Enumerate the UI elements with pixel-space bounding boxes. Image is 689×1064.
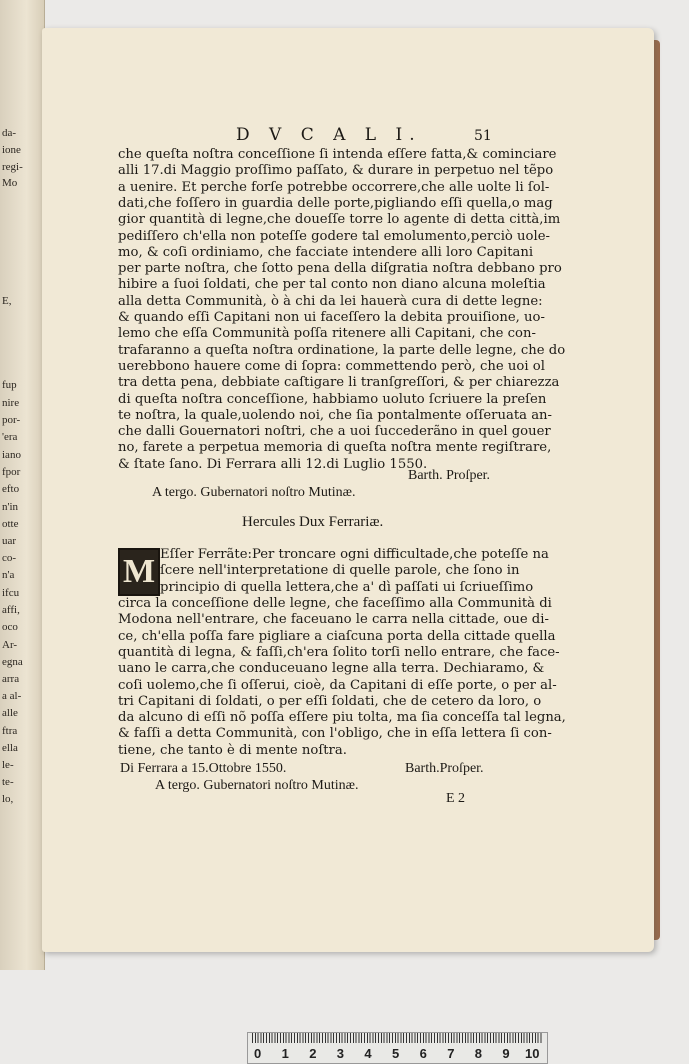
left-page-fragment: ifcu	[2, 587, 20, 599]
text-line: lemo che eſſa Communità poſſa ritenere alli Capitani, che con-	[118, 326, 536, 342]
ruler-number: 3	[336, 1046, 345, 1061]
ruler-number: 9	[502, 1046, 510, 1061]
text-line: mo, & coſi ordiniamo, che facciate intendere alli loro Capitani	[118, 244, 534, 260]
text-line: hibire a ſuoi ſoldati, che per tal conto non diano alcuna moleſtia	[118, 277, 546, 293]
ruler-number: 10	[525, 1046, 540, 1061]
text-line: & quando eſſi Capitani non ui faceſſero la debita prouiſione, uo-	[118, 310, 545, 325]
text-line: tiene, che tanto è di mente noſtra.	[118, 742, 347, 758]
a-tergo-first: A tergo. Gubernatori noſtro Mutinæ.	[152, 485, 356, 500]
left-page-fragment: co-	[2, 552, 17, 564]
ruler-number: 0	[254, 1046, 262, 1061]
text-line: che dalli Gouernatori noſtri, che a uoi ſuccederãno in quel gouer	[118, 424, 551, 440]
signature-mark: E 2	[446, 791, 466, 806]
text-line: ce, ch'ella poſſa fare pigliare a ciaſcuna porta della cittade quella	[118, 628, 556, 644]
text-line: principio di quella lettera,che a' dì paſſati ui ſcriueſſimo	[160, 579, 534, 595]
left-page-fragment: iano	[2, 449, 21, 461]
left-page-fragment: alle	[2, 707, 18, 719]
ruler-number: 8	[474, 1046, 483, 1061]
left-page-fragment: otte	[2, 518, 19, 530]
left-page-fragment: fup	[2, 379, 17, 391]
page-number: 51	[474, 128, 492, 144]
text-line: trafaranno a queſta noſtra ordinatione, la parte delle legne, che do	[118, 342, 566, 358]
left-page-fragment: lo,	[2, 793, 14, 805]
left-page-fragment: Mo	[2, 177, 18, 189]
left-page-fragment: da-	[2, 127, 17, 139]
text-line: a uenire. Et perche forſe potrebbe occorrere,che alle uolte li ſol-	[118, 179, 550, 195]
decorated-drop-cap: M	[118, 548, 160, 596]
text-line: di queſta noſtra conceſſione, habbiamo uoluto ſcriuere la preſen	[118, 391, 547, 407]
left-page-fragment: Ar-	[2, 639, 18, 651]
date-second-letter: Di Ferrara a 15.Ottobre 1550.	[120, 761, 287, 776]
left-page-fragment: regi-	[2, 161, 23, 173]
ruler-number: 7	[447, 1046, 455, 1061]
second-letter-heading: Hercules Dux Ferrariæ.	[242, 514, 384, 530]
left-page-fragment: le-	[2, 759, 14, 771]
left-page-fragment: E,	[2, 295, 12, 307]
text-line: te noſtra, la quale,uolendo noi, che ſia pontalmente oſſeruata an-	[118, 407, 553, 423]
text-line: uerebbono hauere come di ſopra: commettendo però, che uoi ol	[118, 358, 545, 374]
text-line: alli 17.di Maggio proſſimo paſſato, & durare in perpetuo nel tẽpo	[118, 163, 554, 179]
a-tergo-second: A tergo. Gubernatori noſtro Mutinæ.	[155, 778, 359, 793]
left-page-fragment: efto	[2, 483, 20, 495]
left-page-fragment: por-	[2, 414, 21, 426]
text-line: & faſſi a detta Communità, con l'obligo, che in eſſa lettera ſi con-	[118, 726, 552, 742]
left-page-fragment: uar	[2, 535, 17, 547]
text-line: circa la conceſſione delle legne, che faceſſimo alla Communità di	[118, 596, 552, 611]
left-page-fragment: n'in	[2, 501, 19, 513]
left-page-fragment: n'a	[2, 569, 15, 581]
left-page-edge	[0, 0, 45, 970]
text-line: no, farete a perpetua memoria di queſta noſtra mente regiſtrare,	[118, 440, 552, 456]
text-line: da alcuno di eſſi nõ poſſa eſſere piu tolta, ma ſia conceſſa tal legna,	[118, 710, 566, 726]
signature-first: Barth. Proſper.	[408, 468, 491, 483]
text-line: pediſſero ch'ella non poteſſe godere tal emolumento,perciò uole-	[118, 228, 550, 244]
ruler-ticks	[252, 1033, 542, 1043]
left-page-fragment: a al-	[2, 690, 22, 702]
left-page-fragment: oco	[2, 621, 18, 633]
text-line: ſcere nell'interpretatione di quelle parole, che ſono in	[160, 563, 520, 579]
text-line: Modona nell'entrare, che faceuano le carra nella cittade, oue di-	[118, 612, 549, 628]
left-page-fragment: ftra	[2, 725, 18, 737]
text-line: tri Capitani di ſoldati, o per eſſi ſoldati, che de cetero da loro, o	[118, 693, 542, 709]
text-line: quantità di legna, & faſſi,ch'era ſolito torſi nello entrare, che face-	[118, 644, 560, 660]
ruler-number: 4	[364, 1046, 372, 1061]
running-header: D V C A L I.	[236, 125, 422, 145]
left-page-fragment: 'era	[2, 431, 18, 443]
text-line: dati,che foſſero in guardia delle porte,pigliando eſſi quella,o mag	[118, 195, 553, 211]
text-line: & ſtate ſano. Di Ferrara alli 12.di Luglio 1550.	[118, 456, 428, 472]
text-line: per parte noſtra, che ſotto pena della diſgratia noſtra debbano pro	[118, 261, 562, 277]
left-page-fragment: nire	[2, 397, 20, 409]
text-line: uano le carra,che conduceuano legne alla terra. Dechiaramo, &	[118, 661, 545, 677]
text-line: coſi uolemo,che ſi oſſerui, cioè, da Capitani di eſſe porte, o per al-	[118, 677, 557, 693]
left-page-fragment: egna	[2, 656, 23, 668]
ruler-number: 6	[419, 1046, 427, 1061]
text-line: gior quantità di legne,che doueſſe torre lo agente di detta città,im	[118, 212, 561, 228]
text-line: che queſta noſtra conceſſione ſi intenda eſſere fatta,& cominciare	[118, 147, 557, 162]
signature-second: Barth.Proſper.	[405, 761, 484, 776]
left-page-fragment: fpor	[2, 466, 21, 478]
text-line: Eſſer Ferrãte:Per troncare ogni difficultade,che poteſſe na	[160, 547, 549, 562]
ruler-number: 1	[281, 1046, 289, 1061]
text-line: tra detta pena, debbiate caſtigare li tranſgreſſori, & per chiarezza	[118, 375, 560, 391]
measurement-ruler	[247, 1032, 548, 1064]
left-page-fragment: affi,	[2, 604, 20, 616]
text-line: alla detta Communità, ò à chi da lei hauerà cura di dette legne:	[118, 293, 543, 309]
left-page-fragment: arra	[2, 673, 20, 685]
ruler-number: 2	[309, 1046, 317, 1061]
left-page-fragment: ella	[2, 742, 18, 754]
left-page-fragment: te-	[2, 776, 14, 788]
left-page-fragment: ione	[2, 144, 21, 156]
ruler-number: 5	[392, 1046, 400, 1061]
